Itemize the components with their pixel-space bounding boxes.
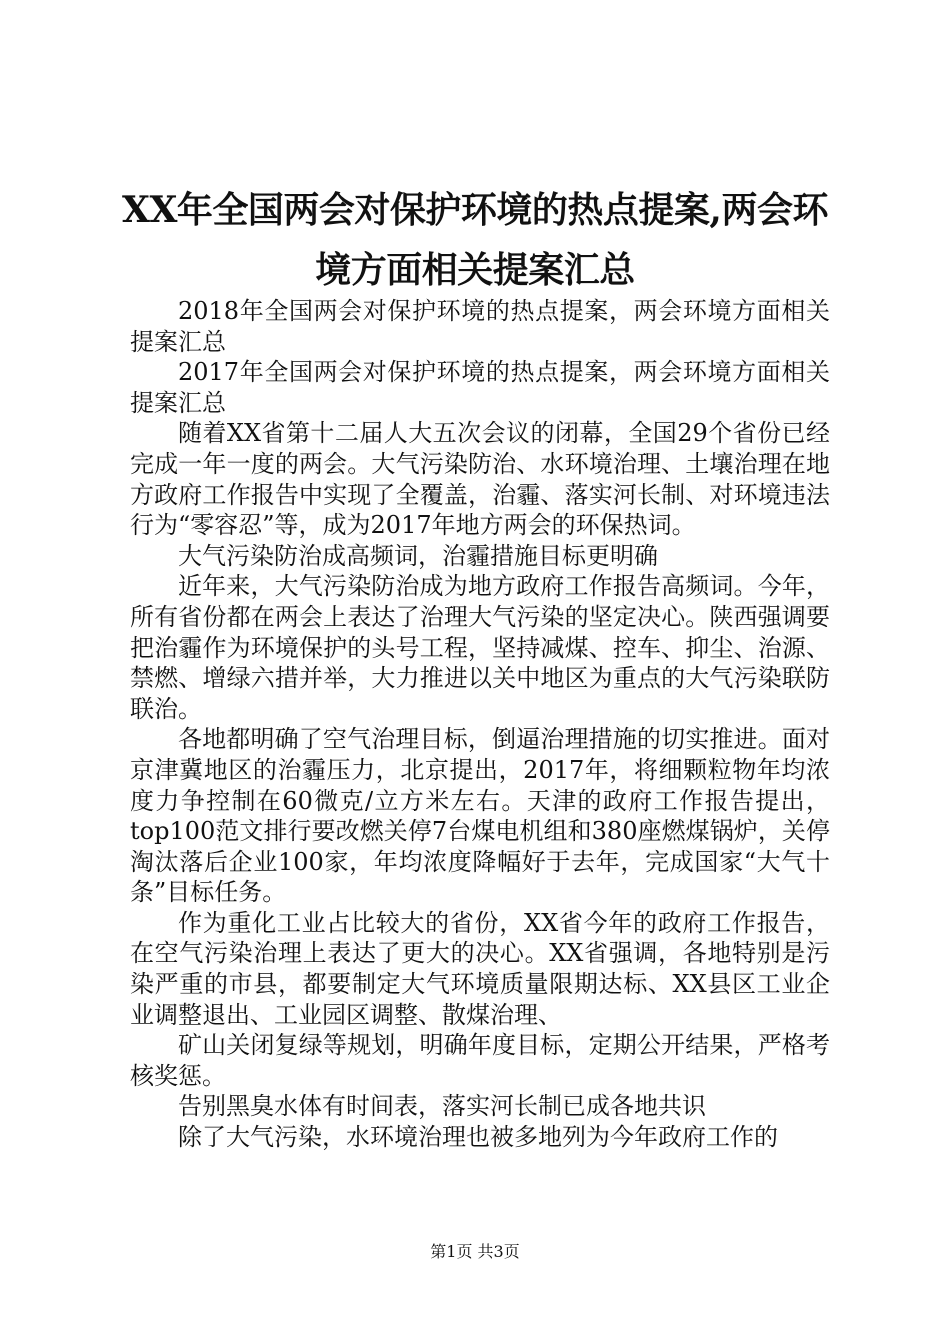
document-body (130, 296, 830, 1153)
paragraph: 近年来，大气污染防治成为地方政府工作报告高频词。今年，所有省份都在两会上表达了治理大气污染的坚定决心。陕西强调要把治霾作为环境保护的头号工程，坚持减煤、控车、抑尘、治源、禁燃、增绿六措并举，大力推进以关中地区为重点的大气污染联防联治。 (130, 572, 830, 723)
section-heading: 大气污染防治成高频词，治霾措施目标更明确 (178, 541, 658, 570)
paragraph: 除了大气污染，水环境治理也被多地列为今年政府工作的 (178, 1123, 778, 1152)
paragraph: 作为重化工业占比较大的省份，XX省今年的政府工作报告，在空气污染治理上表达了更大的决心。XX省强调，各地特别是污染严重的市县，都要制定大气环境质量限期达标、XX县区工业企业调整退出、工业园区调整、散煤治理、 (130, 908, 830, 1029)
section-heading: 告别黑臭水体有时间表，落实河长制已成各地共识 (178, 1092, 706, 1121)
paragraph: 2018年全国两会对保护环境的热点提案，两会环境方面相关提案汇总 (130, 297, 830, 356)
page-number-footer: 第1页 共3页 (430, 1242, 520, 1261)
paragraph: 随着XX省第十二届人大五次会议的闭幕，全国29个省份已经完成一年一度的两会。大气污染防治、水环境治理、土壤治理在地方政府工作报告中实现了全覆盖，治霾、落实河长制、对环境违法行为“零容忍”等，成为2017年地方两会的环保热词。 (130, 419, 830, 540)
document-title: XX年全国两会对保护环境的热点提案,两会环境方面相关提案汇总 (122, 189, 828, 291)
paragraph: 2017年全国两会对保护环境的热点提案，两会环境方面相关提案汇总 (130, 358, 830, 417)
paragraph: 各地都明确了空气治理目标，倒逼治理措施的切实推进。面对京津冀地区的治霾压力，北京提出，2017年，将细颗粒物年均浓度力争控制在60微克/立方米左右。天津的政府工作报告提出，top100范文排行要改燃关停7台煤电机组和380座燃煤锅炉，关停淘汰落后企业100家，年均浓度降幅好于去年，完成国家“大气十条”目标任务。 (130, 725, 830, 907)
paragraph: 矿山关闭复绿等规划，明确年度目标，定期公开结果，严格考核奖惩。 (130, 1031, 830, 1090)
